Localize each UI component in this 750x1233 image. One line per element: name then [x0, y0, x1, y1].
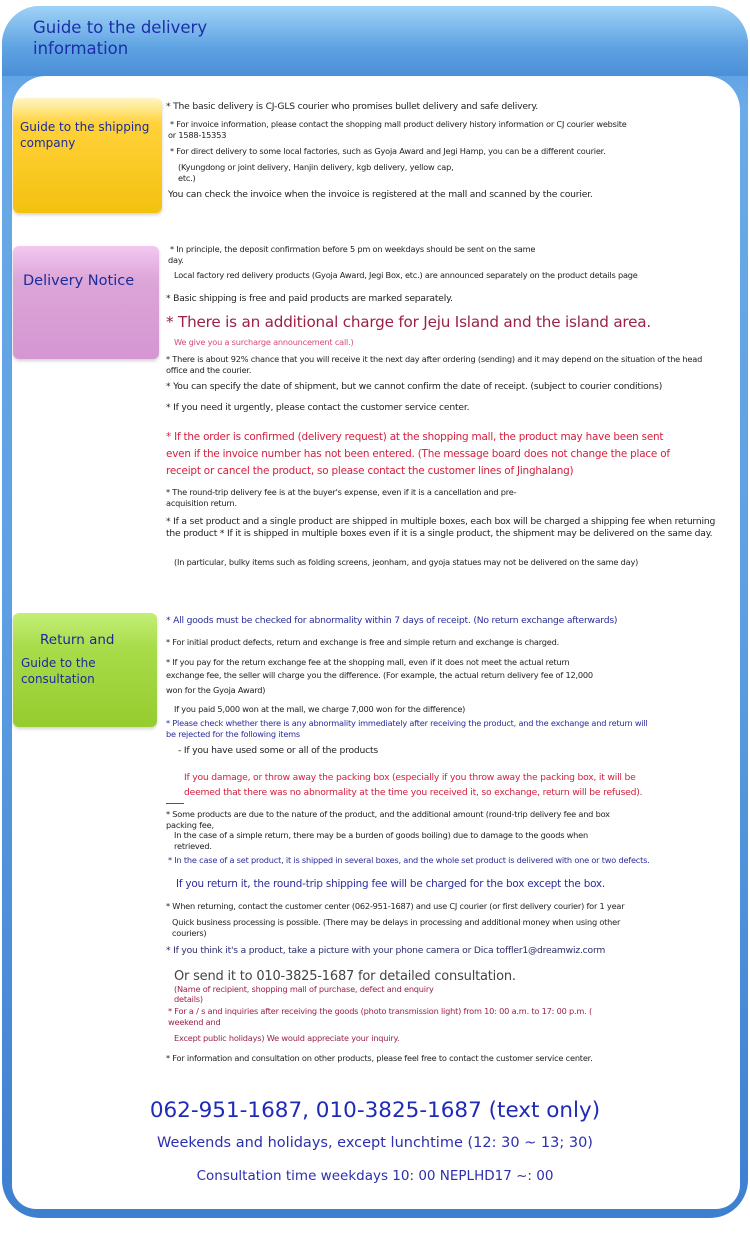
- text-line: * If you pay for the return exchange fee at the shopping mall, even if it does not meet the actual return: [166, 657, 570, 667]
- text-line: We give you a surcharge announcement call.): [174, 337, 354, 347]
- text-line: office and the courier.: [166, 365, 252, 375]
- warning-text: If you damage, or throw away the packing box (especially if you throw away the packing box, it will be: [184, 772, 636, 783]
- text-line: (In particular, bulky items such as folding screens, jeonham, and gyoja statues may not be delivered on the same day): [174, 557, 639, 567]
- text-line: * If you think it's a product, take a picture with your phone camera or Dica toffler1@dreamwiz.corm: [166, 945, 606, 956]
- text-line: * All goods must be checked for abnormality within 7 days of receipt. (No return exchange afterwards): [166, 615, 618, 626]
- text-line: * For initial product defects, return and exchange is free and simple return and exchange is charged.: [166, 637, 560, 647]
- text-line: * If a set product and a single product are shipped in multiple boxes, each box will be charged a shipping fee when returning: [166, 516, 716, 527]
- text-line: weekend and: [168, 1017, 221, 1027]
- shipping-company-label: Guide to the shipping company: [20, 120, 150, 150]
- text-line: (Name of recipient, shopping mall of purchase, defect and enquiry: [174, 984, 434, 994]
- text-line: * If you need it urgently, please contact the customer service center.: [166, 402, 470, 413]
- text-line: * In principle, the deposit confirmation before 5 pm on weekdays should be sent on the same: [170, 244, 536, 254]
- warning-text: receipt or cancel the product, so please contact the customer lines of Jinghalang): [166, 465, 574, 477]
- warning-text: deemed that there was no abnormality at the time you received it, so exchange, return will be refused).: [184, 787, 643, 798]
- text-line: details): [174, 994, 203, 1004]
- text-line: won for the Gyoja Award): [166, 685, 266, 695]
- text-line: couriers): [172, 928, 207, 938]
- text-line: Quick business processing is possible. (There may be delays in processing and additional money when using other: [172, 917, 621, 927]
- text-line: If you paid 5,000 won at the mall, we charge 7,000 won for the difference): [174, 704, 466, 714]
- text-line: retrieved.: [174, 841, 212, 851]
- text-line: acquisition return.: [166, 498, 237, 508]
- return-label: Return and: [40, 632, 115, 648]
- text-line: * For a / s and inquiries after receiving the goods (photo transmission light) from 10: 00 a.m. to 17: 00 p.m. (: [168, 1006, 592, 1016]
- text-line: * Basic shipping is free and paid products are marked separately.: [166, 293, 453, 304]
- text-line: * The round-trip delivery fee is at the buyer's expense, even if it is a cancellation and pre-: [166, 487, 517, 497]
- red-dash-divider: [166, 803, 184, 804]
- text-line: * Please check whether there is any abnormality immediately after receiving the product, and the exchange and return will: [166, 718, 648, 728]
- text-line: * In the case of a set product, it is shipped in several boxes, and the whole set product is delivered with one or two defects.: [168, 855, 650, 865]
- text-line: * Some products are due to the nature of the product, and the additional amount (round-trip delivery fee and box: [166, 809, 610, 819]
- header-bar: [2, 6, 748, 76]
- text-line: * For direct delivery to some local factories, such as Gyoja Award and Jegi Hamp, you can be a different courier.: [170, 146, 606, 156]
- text-line: * You can specify the date of shipment, but we cannot confirm the date of receipt. (subject to courier conditions): [166, 381, 663, 392]
- text-line: etc.): [178, 173, 196, 183]
- text-line: - If you have used some or all of the products: [178, 745, 378, 756]
- consultation-label: Guide to the consultation: [21, 656, 96, 686]
- text-line: or 1588-15353: [168, 130, 227, 140]
- page-title: Guide to the delivery information: [33, 18, 208, 58]
- warning-text: * If the order is confirmed (delivery request) at the shopping mall, the product may have been sent: [166, 431, 664, 443]
- text-line: the product * If it is shipped in multiple boxes even if it is a single product, the shipment may be delivered on the same day.: [166, 528, 713, 539]
- text-line: Except public holidays) We would appreciate your inquiry.: [174, 1033, 400, 1043]
- text-line: * For invoice information, please contact the shopping mall product delivery history information or CJ courier website: [170, 119, 627, 129]
- text-line: day.: [168, 255, 184, 265]
- consultation-hours: Consultation time weekdays 10: 00 NEPLHD17 ~: 00: [196, 1168, 554, 1184]
- lunchtime-notice: Weekends and holidays, except lunchtime (12: 30 ~ 13; 30): [157, 1135, 593, 1151]
- warning-text: even if the invoice number has not been entered. (The message board does not change the place of: [166, 448, 670, 460]
- text-line: In the case of a simple return, there may be a burden of goods boiling) due to damage to the goods when: [174, 830, 588, 840]
- text-line: If you return it, the round-trip shipping fee will be charged for the box except the box.: [176, 878, 605, 890]
- delivery-notice-label: Delivery Notice: [23, 273, 135, 289]
- contact-phone-numbers: 062-951-1687, 010-3825-1687 (text only): [149, 1098, 601, 1123]
- text-line: exchange fee, the seller will charge you the difference. (For example, the actual return delivery fee of 12,000: [166, 670, 593, 680]
- text-line: Or send it to 010-3825-1687 for detailed consultation.: [174, 969, 516, 984]
- text-line: Local factory red delivery products (Gyoja Award, Jegi Box, etc.) are announced separately on the product details page: [174, 270, 638, 280]
- text-line: (Kyungdong or joint delivery, Hanjin delivery, kgb delivery, yellow cap,: [178, 162, 454, 172]
- text-line: * The basic delivery is CJ-GLS courier who promises bullet delivery and safe delivery.: [166, 101, 539, 112]
- text-line: packing fee,: [166, 820, 214, 830]
- delivery-notice-badge: [13, 246, 159, 359]
- text-line: * When returning, contact the customer center (062-951-1687) and use CJ courier (or first delivery courier) for 1 year: [166, 901, 625, 911]
- shipping-company-badge: [13, 98, 162, 213]
- text-line: You can check the invoice when the invoice is registered at the mall and scanned by the courier.: [168, 189, 593, 200]
- jeju-surcharge-notice: * There is an additional charge for Jeju Island and the island area.: [166, 313, 652, 331]
- text-line: * For information and consultation on other products, please feel free to contact the customer service center.: [166, 1053, 593, 1063]
- text-line: * There is about 92% chance that you will receive it the next day after ordering (sending) and it may depend on the situation of the head: [166, 354, 703, 364]
- text-line: be rejected for the following items: [166, 729, 300, 739]
- return-consultation-badge: [13, 613, 157, 727]
